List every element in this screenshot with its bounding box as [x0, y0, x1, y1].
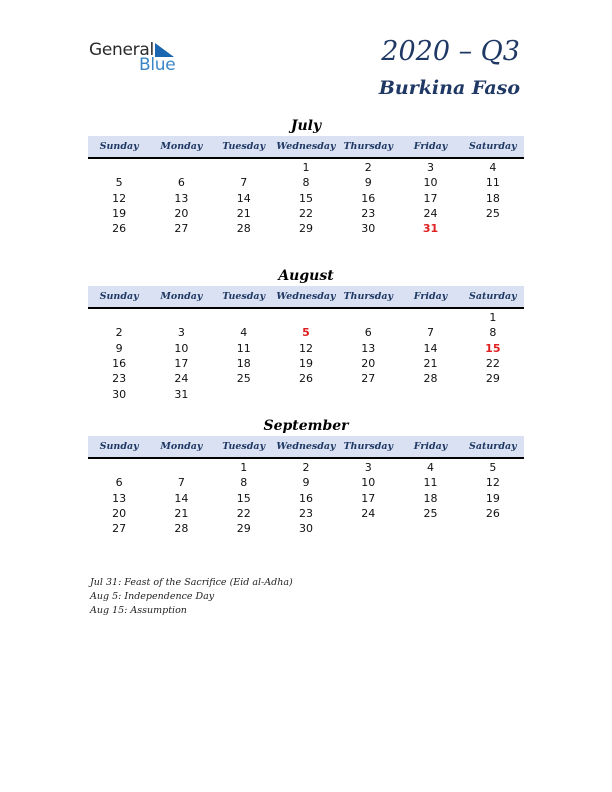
- day-cell: 7: [427, 326, 435, 340]
- holiday-day-cell: 5: [302, 326, 310, 340]
- day-cell: 16: [361, 191, 376, 205]
- day-cell: 9: [115, 341, 123, 355]
- day-cell: 9: [302, 476, 310, 490]
- week-rows: [88, 459, 524, 536]
- day-cell: 28: [174, 522, 189, 536]
- weekday-label: Monday: [160, 441, 203, 452]
- week-row: [88, 191, 524, 206]
- day-cell: 21: [423, 357, 438, 371]
- week-row: [88, 206, 524, 221]
- day-cell: 9: [364, 176, 372, 190]
- day-cell: 22: [298, 207, 313, 221]
- day-cell: 25: [423, 507, 438, 521]
- day-cell: 29: [236, 522, 251, 536]
- day-cell: 23: [361, 207, 376, 221]
- day-cell: 21: [174, 507, 189, 521]
- day-cell: 25: [236, 372, 251, 386]
- week-row: [88, 386, 524, 401]
- week-rows: [88, 159, 524, 236]
- day-cell: 23: [112, 372, 127, 386]
- week-row: [88, 371, 524, 386]
- day-cell: 2: [115, 326, 123, 340]
- week-row: [88, 310, 524, 325]
- country-subtitle: Burkina Faso: [378, 77, 520, 99]
- day-cell: 1: [240, 461, 248, 475]
- weekday-label: Saturday: [469, 141, 517, 152]
- holiday-day-cell: 15: [485, 341, 501, 355]
- day-cell: 29: [485, 372, 500, 386]
- week-row: [88, 341, 524, 356]
- day-cell: 27: [174, 222, 189, 236]
- month-title: September: [263, 418, 349, 434]
- day-cell: 11: [485, 176, 500, 190]
- day-cell: 17: [423, 191, 438, 205]
- day-cell: 12: [298, 341, 313, 355]
- weekday-header: [88, 286, 524, 309]
- day-cell: 30: [361, 222, 376, 236]
- week-rows: [88, 309, 524, 402]
- weekday-label: Friday: [413, 141, 448, 152]
- day-cell: 26: [298, 372, 313, 386]
- week-row: [88, 460, 524, 475]
- day-cell: 15: [236, 491, 251, 505]
- day-cell: 27: [361, 372, 376, 386]
- logo-text-blue: Blue: [139, 55, 176, 75]
- day-cell: 17: [174, 357, 189, 371]
- day-cell: 7: [240, 176, 248, 190]
- page-title: 2020 – Q3: [381, 36, 520, 67]
- day-cell: 11: [236, 341, 251, 355]
- weekday-label: Tuesday: [222, 291, 266, 302]
- day-cell: 3: [177, 326, 185, 340]
- day-cell: 19: [112, 207, 127, 221]
- weekday-label: Wednesday: [276, 291, 336, 302]
- day-cell: 24: [174, 372, 189, 386]
- weekday-label: Sunday: [99, 441, 139, 452]
- month-july: [88, 116, 524, 236]
- day-cell: 2: [364, 161, 372, 175]
- day-cell: 30: [298, 522, 313, 536]
- day-cell: 19: [485, 491, 500, 505]
- day-cell: 29: [298, 222, 313, 236]
- day-cell: 1: [489, 311, 497, 325]
- holiday-notes: [90, 576, 293, 618]
- day-cell: 3: [364, 461, 372, 475]
- weekday-label: Tuesday: [222, 141, 266, 152]
- day-cell: 18: [485, 191, 500, 205]
- weekday-header: [88, 436, 524, 459]
- weekday-label: Monday: [160, 291, 203, 302]
- logo: [89, 40, 199, 76]
- day-cell: 22: [485, 357, 500, 371]
- day-cell: 16: [298, 491, 313, 505]
- day-cell: 26: [112, 222, 127, 236]
- week-row: [88, 475, 524, 490]
- weekday-label: Thursday: [343, 291, 394, 302]
- day-cell: 10: [361, 476, 376, 490]
- day-cell: 24: [361, 507, 376, 521]
- day-cell: 4: [489, 161, 497, 175]
- month-title: August: [278, 268, 334, 284]
- day-cell: 6: [364, 326, 372, 340]
- holiday-note: Aug 15: Assumption: [90, 605, 187, 616]
- weekday-label: Monday: [160, 141, 203, 152]
- weekday-label: Wednesday: [276, 441, 336, 452]
- day-cell: 28: [236, 222, 251, 236]
- day-cell: 1: [302, 161, 310, 175]
- day-cell: 23: [298, 507, 313, 521]
- month-september: [88, 416, 524, 536]
- day-cell: 8: [302, 176, 310, 190]
- holiday-day-cell: 31: [422, 222, 439, 236]
- weekday-label: Tuesday: [222, 441, 266, 452]
- week-row: [88, 160, 524, 175]
- day-cell: 27: [112, 522, 127, 536]
- day-cell: 11: [423, 476, 438, 490]
- day-cell: 6: [177, 176, 185, 190]
- day-cell: 10: [174, 341, 189, 355]
- day-cell: 14: [236, 191, 251, 205]
- weekday-label: Sunday: [99, 141, 139, 152]
- day-cell: 15: [298, 191, 313, 205]
- day-cell: 16: [112, 357, 127, 371]
- day-cell: 12: [112, 191, 127, 205]
- day-cell: 6: [115, 476, 123, 490]
- day-cell: 26: [485, 507, 500, 521]
- day-cell: 20: [174, 207, 189, 221]
- day-cell: 13: [112, 491, 127, 505]
- day-cell: 24: [423, 207, 438, 221]
- day-cell: 14: [174, 491, 189, 505]
- month-title: July: [290, 118, 322, 134]
- week-row: [88, 491, 524, 506]
- week-row: [88, 221, 524, 236]
- holiday-note: Jul 31: Feast of the Sacrifice (Eid al-Adha): [90, 577, 293, 588]
- day-cell: 4: [427, 461, 435, 475]
- month-august: [88, 266, 524, 402]
- weekday-label: Sunday: [99, 291, 139, 302]
- day-cell: 12: [485, 476, 500, 490]
- weekday-label: Friday: [413, 291, 448, 302]
- holiday-note: Aug 5: Independence Day: [90, 591, 215, 602]
- day-cell: 22: [236, 507, 251, 521]
- day-cell: 30: [112, 387, 127, 401]
- day-cell: 25: [485, 207, 500, 221]
- day-cell: 18: [236, 357, 251, 371]
- weekday-label: Thursday: [343, 441, 394, 452]
- weekday-header: [88, 136, 524, 159]
- day-cell: 20: [361, 357, 376, 371]
- day-cell: 3: [427, 161, 435, 175]
- logo-text-general: General: [89, 40, 154, 60]
- day-cell: 31: [174, 387, 189, 401]
- weekday-label: Saturday: [469, 441, 517, 452]
- day-cell: 21: [236, 207, 251, 221]
- day-cell: 8: [240, 476, 248, 490]
- day-cell: 13: [361, 341, 376, 355]
- day-cell: 7: [177, 476, 185, 490]
- day-cell: 2: [302, 461, 310, 475]
- weekday-label: Saturday: [469, 291, 517, 302]
- week-row: [88, 521, 524, 536]
- day-cell: 14: [423, 341, 438, 355]
- day-cell: 20: [112, 507, 127, 521]
- day-cell: 5: [489, 461, 497, 475]
- day-cell: 28: [423, 372, 438, 386]
- day-cell: 10: [423, 176, 438, 190]
- day-cell: 4: [240, 326, 248, 340]
- week-row: [88, 356, 524, 371]
- day-cell: 19: [298, 357, 313, 371]
- day-cell: 18: [423, 491, 438, 505]
- week-row: [88, 325, 524, 340]
- day-cell: 17: [361, 491, 376, 505]
- week-row: [88, 175, 524, 190]
- weekday-label: Thursday: [343, 141, 394, 152]
- day-cell: 5: [115, 176, 123, 190]
- weekday-label: Wednesday: [276, 141, 336, 152]
- week-row: [88, 506, 524, 521]
- day-cell: 13: [174, 191, 189, 205]
- day-cell: 8: [489, 326, 497, 340]
- weekday-label: Friday: [413, 441, 448, 452]
